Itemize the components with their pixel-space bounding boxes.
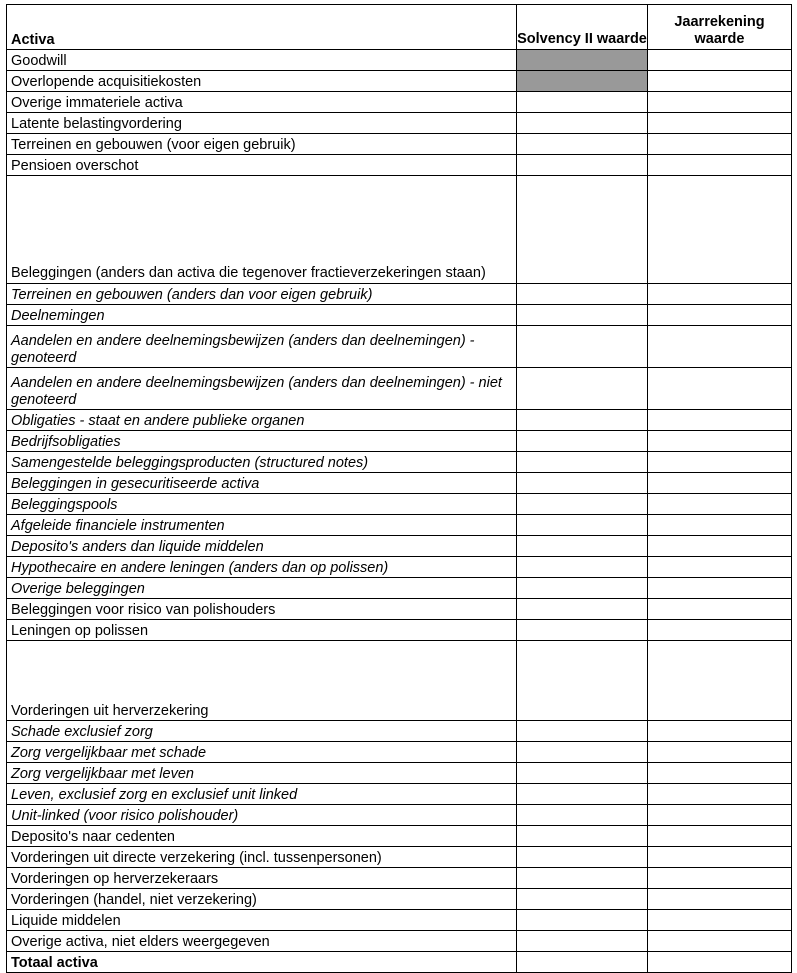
row-label: Deposito's naar cedenten	[7, 826, 517, 847]
row-label: Deelnemingen	[7, 305, 517, 326]
jaarrekening-value-cell[interactable]	[648, 536, 792, 557]
jaarrekening-value-cell[interactable]	[648, 473, 792, 494]
jaarrekening-value-cell[interactable]	[648, 641, 792, 721]
row-label: Leven, exclusief zorg en exclusief unit linked	[7, 784, 517, 805]
table-row	[7, 410, 792, 431]
jaarrekening-value-cell[interactable]	[648, 134, 792, 155]
table-row	[7, 910, 792, 931]
table-row	[7, 176, 792, 284]
table-row	[7, 889, 792, 910]
solvency-ii-value-cell[interactable]	[517, 494, 648, 515]
table-row	[7, 494, 792, 515]
jaarrekening-value-cell[interactable]	[648, 305, 792, 326]
jaarrekening-value-cell[interactable]	[648, 284, 792, 305]
row-label: Latente belastingvordering	[7, 113, 517, 134]
table-row	[7, 763, 792, 784]
jaarrekening-value-cell[interactable]	[648, 763, 792, 784]
jaarrekening-value-cell[interactable]	[648, 557, 792, 578]
jaarrekening-value-cell[interactable]	[648, 113, 792, 134]
row-label: Zorg vergelijkbaar met leven	[7, 763, 517, 784]
table-row	[7, 134, 792, 155]
table-body	[7, 50, 792, 973]
row-label: Terreinen en gebouwen (voor eigen gebruik)	[7, 134, 517, 155]
table-row	[7, 515, 792, 536]
solvency-ii-value-cell[interactable]	[517, 641, 648, 721]
table-row	[7, 784, 792, 805]
solvency-ii-value-cell[interactable]	[517, 599, 648, 620]
row-label: Bedrijfsobligaties	[7, 431, 517, 452]
row-label: Overlopende acquisitiekosten	[7, 71, 517, 92]
solvency-ii-value-cell[interactable]	[517, 473, 648, 494]
jaarrekening-value-cell[interactable]	[648, 742, 792, 763]
table-row	[7, 71, 792, 92]
table-row	[7, 113, 792, 134]
table-row	[7, 620, 792, 641]
table-row	[7, 826, 792, 847]
jaarrekening-value-cell[interactable]	[648, 931, 792, 952]
row-label: Schade exclusief zorg	[7, 721, 517, 742]
row-label: Vorderingen (handel, niet verzekering)	[7, 889, 517, 910]
solvency-ii-value-cell[interactable]	[517, 805, 648, 826]
activa-table	[6, 4, 792, 973]
solvency-ii-value-cell[interactable]	[517, 557, 648, 578]
row-label: Vorderingen op herverzekeraars	[7, 868, 517, 889]
solvency-ii-value-cell[interactable]	[517, 515, 648, 536]
solvency-ii-value-cell[interactable]	[517, 721, 648, 742]
row-label: Beleggingen voor risico van polishouders	[7, 599, 517, 620]
row-label: Totaal activa	[7, 952, 517, 973]
jaarrekening-header: Jaarrekening waarde	[648, 5, 792, 50]
row-label: Overige immateriele activa	[7, 92, 517, 113]
jaarrekening-value-cell[interactable]	[648, 176, 792, 284]
row-label: Zorg vergelijkbaar met schade	[7, 742, 517, 763]
jaarrekening-value-cell[interactable]	[648, 431, 792, 452]
solvency-ii-value-cell[interactable]	[517, 910, 648, 931]
table-row	[7, 557, 792, 578]
table-row	[7, 536, 792, 557]
jaarrekening-value-cell[interactable]	[648, 92, 792, 113]
jaarrekening-value-cell[interactable]	[648, 155, 792, 176]
row-label: Vorderingen uit herverzekering	[7, 641, 517, 721]
jaarrekening-value-cell[interactable]	[648, 620, 792, 641]
table-row	[7, 473, 792, 494]
row-label: Aandelen en andere deelnemingsbewijzen (anders dan deelnemingen) - genoteerd	[7, 326, 517, 368]
table-row	[7, 368, 792, 410]
table-header-row	[7, 5, 792, 50]
solvency-ii-value-cell[interactable]	[517, 71, 648, 92]
jaarrekening-value-cell[interactable]	[648, 599, 792, 620]
solvency-ii-value-cell[interactable]	[517, 452, 648, 473]
jaarrekening-value-cell[interactable]	[648, 784, 792, 805]
solvency-ii-value-cell[interactable]	[517, 431, 648, 452]
solvency-ii-value-cell[interactable]	[517, 284, 648, 305]
jaarrekening-value-cell[interactable]	[648, 326, 792, 368]
table-row	[7, 50, 792, 71]
row-label: Deposito's anders dan liquide middelen	[7, 536, 517, 557]
jaarrekening-value-cell[interactable]	[648, 952, 792, 973]
row-label: Beleggingen in gesecuritiseerde activa	[7, 473, 517, 494]
table-row	[7, 931, 792, 952]
solvency-ii-value-cell[interactable]	[517, 410, 648, 431]
jaarrekening-value-cell[interactable]	[648, 71, 792, 92]
table-row	[7, 599, 792, 620]
solvency-ii-value-cell[interactable]	[517, 784, 648, 805]
row-label: Leningen op polissen	[7, 620, 517, 641]
jaarrekening-value-cell[interactable]	[648, 868, 792, 889]
row-label: Aandelen en andere deelnemingsbewijzen (anders dan deelnemingen) - niet genoteerd	[7, 368, 517, 410]
table-row	[7, 284, 792, 305]
jaarrekening-value-cell[interactable]	[648, 889, 792, 910]
jaarrekening-value-cell[interactable]	[648, 721, 792, 742]
row-label: Goodwill	[7, 50, 517, 71]
row-label: Obligaties - staat en andere publieke organen	[7, 410, 517, 431]
solvency-ii-value-cell[interactable]	[517, 868, 648, 889]
solvency-ii-header: Solvency II waarde	[517, 5, 648, 50]
jaarrekening-value-cell[interactable]	[648, 452, 792, 473]
solvency-ii-value-cell[interactable]	[517, 578, 648, 599]
table-row	[7, 721, 792, 742]
row-label: Pensioen overschot	[7, 155, 517, 176]
solvency-ii-value-cell[interactable]	[517, 763, 648, 784]
solvency-ii-value-cell[interactable]	[517, 620, 648, 641]
jaarrekening-value-cell[interactable]	[648, 410, 792, 431]
solvency-ii-value-cell[interactable]	[517, 92, 648, 113]
jaarrekening-value-cell[interactable]	[648, 910, 792, 931]
row-label: Vorderingen uit directe verzekering (incl. tussenpersonen)	[7, 847, 517, 868]
table-row	[7, 868, 792, 889]
solvency-ii-value-cell[interactable]	[517, 155, 648, 176]
solvency-ii-value-cell[interactable]	[517, 952, 648, 973]
row-label: Overige activa, niet elders weergegeven	[7, 931, 517, 952]
row-label: Afgeleide financiele instrumenten	[7, 515, 517, 536]
solvency-ii-value-cell[interactable]	[517, 931, 648, 952]
jaarrekening-value-cell[interactable]	[648, 50, 792, 71]
row-label: Beleggingen (anders dan activa die tegenover fractieverzekeringen staan)	[7, 176, 517, 284]
table-row	[7, 742, 792, 763]
jaarrekening-value-cell[interactable]	[648, 368, 792, 410]
solvency-ii-value-cell[interactable]	[517, 536, 648, 557]
row-label: Unit-linked (voor risico polishouder)	[7, 805, 517, 826]
table-row	[7, 431, 792, 452]
row-label: Liquide middelen	[7, 910, 517, 931]
jaarrekening-value-cell[interactable]	[648, 826, 792, 847]
solvency-ii-value-cell[interactable]	[517, 113, 648, 134]
table-row	[7, 847, 792, 868]
solvency-ii-value-cell[interactable]	[517, 305, 648, 326]
jaarrekening-value-cell[interactable]	[648, 515, 792, 536]
row-label: Beleggingspools	[7, 494, 517, 515]
solvency-ii-value-cell[interactable]	[517, 176, 648, 284]
row-label: Terreinen en gebouwen (anders dan voor eigen gebruik)	[7, 284, 517, 305]
jaarrekening-value-cell[interactable]	[648, 578, 792, 599]
table-row	[7, 952, 792, 973]
jaarrekening-value-cell[interactable]	[648, 805, 792, 826]
solvency-ii-value-cell[interactable]	[517, 134, 648, 155]
solvency-ii-value-cell[interactable]	[517, 847, 648, 868]
table-row	[7, 305, 792, 326]
solvency-ii-value-cell[interactable]	[517, 50, 648, 71]
row-label: Overige beleggingen	[7, 578, 517, 599]
jaarrekening-value-cell[interactable]	[648, 494, 792, 515]
solvency-ii-value-cell[interactable]	[517, 889, 648, 910]
table-row	[7, 452, 792, 473]
table-row	[7, 805, 792, 826]
table-row	[7, 155, 792, 176]
row-label: Hypothecaire en andere leningen (anders dan op polissen)	[7, 557, 517, 578]
row-label: Samengestelde beleggingsproducten (structured notes)	[7, 452, 517, 473]
jaarrekening-value-cell[interactable]	[648, 847, 792, 868]
solvency-ii-value-cell[interactable]	[517, 742, 648, 763]
table-row	[7, 578, 792, 599]
solvency-ii-value-cell[interactable]	[517, 326, 648, 368]
activa-header: Activa	[7, 5, 517, 50]
table-row	[7, 326, 792, 368]
solvency-ii-value-cell[interactable]	[517, 826, 648, 847]
solvency-ii-value-cell[interactable]	[517, 368, 648, 410]
table-row	[7, 641, 792, 721]
table-row	[7, 92, 792, 113]
